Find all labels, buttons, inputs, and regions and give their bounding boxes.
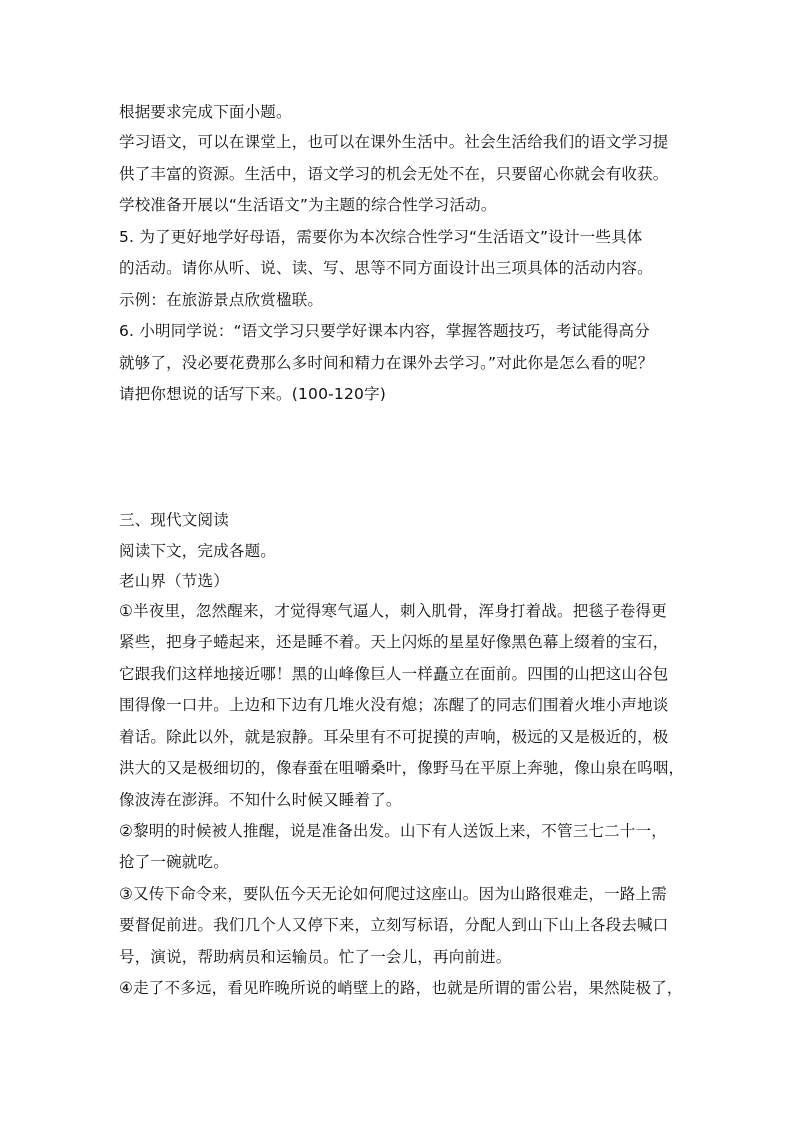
- question-6-line: 请把你想说的话写下来。(100-120字): [119, 385, 387, 403]
- passage-line: 紧些，把身子蜷起来，还是睡不着。天上闪烁的星星好像黑色幕上缀着的宝石，: [119, 633, 669, 651]
- passage-line: ③又传下命令来，要队伍今天无论如何爬过这座山。因为山路很难走，一路上需: [119, 885, 667, 903]
- passage-line: 像波涛在澎湃。不知什么时候又睡着了。: [119, 791, 402, 809]
- question-6-line: 6. 小明同学说：“语文学习只要学好课本内容，掌握答题技巧，考试能得高分: [119, 322, 650, 340]
- passage-line: 抢了一碗就吃。: [119, 853, 229, 871]
- passage-line: ②黎明的时候被人推醒，说是准备出发。山下有人送饭上来，不管三七二十一，: [119, 822, 667, 840]
- passage-title: 老山界（节选）: [119, 572, 229, 590]
- passage-line: ④走了不多远，看见昨晚所说的峭壁上的路，也就是所谓的雷公岩，果然陡极了，: [119, 979, 683, 997]
- passage-line: 号，演说，帮助病员和运输员。忙了一会儿，再向前进。: [119, 948, 512, 966]
- section-instruction: 阅读下文，完成各题。: [119, 542, 277, 560]
- passage-line: ①半夜里，忽然醒来，才觉得寒气逼人，刺入肌骨，浑身打着战。把毯子卷得更: [119, 602, 667, 620]
- section-heading: 三、现代文阅读: [119, 511, 229, 529]
- intro-line: 学校准备开展以“生活语文”为主题的综合性学习活动。: [119, 196, 497, 214]
- passage-line: 它跟我们这样地接近哪！黑的山峰像巨人一样矗立在面前。四围的山把这山谷包: [119, 665, 669, 683]
- intro-line: 学习语文，可以在课堂上，也可以在课外生活中。社会生活给我们的语文学习提: [119, 133, 669, 151]
- question-6-line: 就够了，没必要花费那么多时间和精力在课外去学习。”对此你是怎么看的呢？: [119, 354, 654, 372]
- question-5-example: 示例：在旅游景点欣赏楹联。: [119, 291, 324, 309]
- intro-line: 供了丰富的资源。生活中，语文学习的机会无处不在，只要留心你就会有收获。: [119, 165, 669, 183]
- passage-line: 洪大的又是极细切的，像春蚕在咀嚼桑叶，像野马在平原上奔驰，像山泉在呜咽，: [119, 759, 685, 777]
- passage-line: 着话。除此以外，就是寂静。耳朵里有不可捉摸的声响，极远的又是极近的，极: [119, 728, 669, 746]
- section-instruction: 根据要求完成下面小题。: [119, 103, 292, 121]
- passage-line: 围得像一口井。上边和下边有几堆火没有熄；冻醒了的同志们围着火堆小声地谈: [119, 696, 669, 714]
- question-5-line: 的活动。请你从听、说、读、写、思等不同方面设计出三项具体的活动内容。: [119, 259, 653, 277]
- passage-line: 要督促前进。我们几个人又停下来，立刻写标语，分配人到山下山上各段去喊口: [119, 916, 669, 934]
- question-5-line: 5. 为了更好地学好母语，需要你为本次综合性学习“生活语文”设计一些具体: [119, 228, 643, 246]
